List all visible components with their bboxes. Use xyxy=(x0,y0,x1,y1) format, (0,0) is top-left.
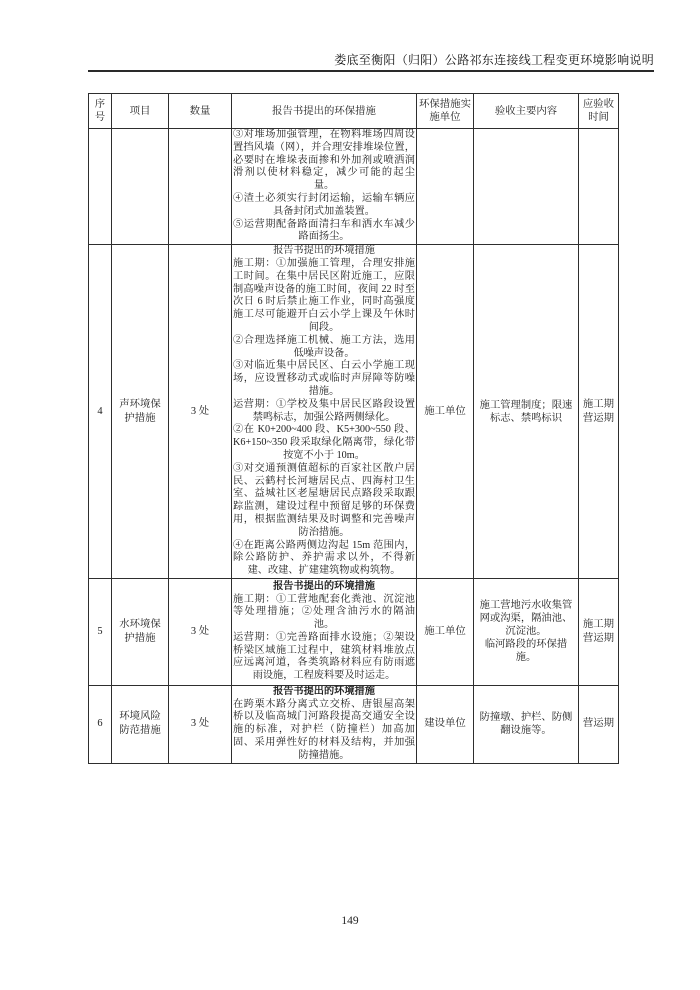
measures-title: 报告书提出的环境措施 xyxy=(273,580,375,592)
cell-time xyxy=(579,129,619,245)
cell-item: 声环境保护措施 xyxy=(112,245,169,579)
cell-qty: 3 处 xyxy=(169,245,232,579)
content-paragraph: 施工营地污水收集管网或沟渠，隔油池、沉淀池。 xyxy=(479,600,573,638)
header-title: 娄底至衡阳（归阳）公路祁东连接线工程变更环境影响说明 xyxy=(334,53,654,67)
acceptance-measures-table xyxy=(88,93,619,764)
col-header-item: 项目 xyxy=(112,94,169,129)
table-row xyxy=(89,129,619,245)
cell-measures xyxy=(232,578,417,685)
measure-paragraph: ③对堆场加强管理，在物料堆场四周设置挡风墙（网），并合理安排堆垛位置，必要时在堆垛表面掺和外加剂或喷洒润滑剂以使材料稳定，减少可能的起尘量。 xyxy=(233,129,415,192)
measure-paragraph: ③对临近集中居民区、白云小学施工现场，应设置移动式或临时声屏障等防噪措施。 xyxy=(233,360,415,397)
measure-paragraph: 在跨栗木路分离式立交桥、唐银屋高架桥以及临高城门河路段提高交通安全设施的标准，对护栏（防撞栏）加高加固、采用弹性好的材料及结构，并加强防撞措施。 xyxy=(233,698,415,761)
cell-seq xyxy=(89,129,112,245)
cell-content xyxy=(474,578,579,685)
cell-content xyxy=(474,129,579,245)
col-header-content: 验收主要内容 xyxy=(474,94,579,129)
measure-paragraph: 施工期：①加强施工管理，合理安排施工时间。在集中居民区附近施工，应限制高噪声设备的施工时间，夜间 22 时至次日 6 时后禁止施工作业，同时高强度施工尽可能避开白云小学上课及午休时间段。 xyxy=(233,257,415,333)
time-line: 营运期 xyxy=(582,718,615,730)
col-header-unit: 环保措施实施单位 xyxy=(417,94,474,129)
cell-measures xyxy=(232,245,417,579)
measure-paragraph: ③对交通预测值超标的百家社区散户居民、云鹤村长河塘居民点、四海村卫生室、益城社区老屋塘居民点路段采取跟踪监测，建设过程中预留足够的环保费用，根据监测结果及时调整和完善噪声防治措施。 xyxy=(233,462,415,538)
cell-unit: 施工单位 xyxy=(417,245,474,579)
measures-title: 报告书提出的环境措施 xyxy=(273,685,375,697)
col-header-measures: 报告书提出的环保措施 xyxy=(232,94,417,129)
cell-qty: 3 处 xyxy=(169,685,232,763)
cell-measures xyxy=(232,685,417,763)
table-row xyxy=(89,685,619,763)
cell-seq: 4 xyxy=(89,245,112,579)
cell-content xyxy=(474,685,579,763)
measure-paragraph: 运营期：①完善路面排水设施；②架设桥梁区域施工过程中，建筑材料堆放点应远离河道，各类筑路材料应有防雨遮雨设施，工程废料要及时运走。 xyxy=(233,631,415,682)
table-row xyxy=(89,245,619,579)
cell-time xyxy=(579,245,619,579)
measure-paragraph: 运营期：①学校及集中居民区路段设置禁鸣标志，加强公路两侧绿化。 xyxy=(233,398,415,423)
content-paragraph: 防撞墩、护栏、防侧翻设施等。 xyxy=(479,712,573,737)
time-line: 施工期 xyxy=(582,398,615,410)
cell-item: 环境风险防范措施 xyxy=(112,685,169,763)
col-header-qty: 数量 xyxy=(169,94,232,129)
cell-seq: 6 xyxy=(89,685,112,763)
time-line: 施工期 xyxy=(582,618,615,630)
measure-paragraph: ④在距离公路两侧边沟起 15m 范围内，除公路防护、养护需求以外，不得新建、改建、扩建建筑物或构筑物。 xyxy=(233,539,415,577)
cell-seq: 5 xyxy=(89,578,112,685)
measure-paragraph: ②合理选择施工机械、施工方法，选用低噪声设备。 xyxy=(233,334,415,359)
cell-unit: 施工单位 xyxy=(417,578,474,685)
cell-unit: 建设单位 xyxy=(417,685,474,763)
measure-paragraph: ⑤运营期配备路面清扫车和洒水车减少路面扬尘。 xyxy=(233,218,415,243)
cell-qty: 3 处 xyxy=(169,578,232,685)
table-header-row xyxy=(89,94,619,129)
cell-unit xyxy=(417,129,474,245)
measures-title: 报告书提出的环境措施 xyxy=(273,245,375,257)
cell-item xyxy=(112,129,169,245)
measure-paragraph: ②在 K0+200~400 段、K5+300~550 段、K6+150~350 段采取绿化隔离带，绿化带按宽不小于 10m。 xyxy=(233,424,415,461)
col-header-time: 应验收时间 xyxy=(579,94,619,129)
time-line: 营运期 xyxy=(582,412,615,424)
table-body xyxy=(89,129,619,764)
content-paragraph: 施工管理制度；限速标志、禁鸣标识 xyxy=(479,399,573,424)
time-line: 营运期 xyxy=(582,632,615,644)
table-row xyxy=(89,578,619,685)
page-number: 149 xyxy=(341,915,359,927)
col-header-seq: 序号 xyxy=(89,94,112,129)
cell-content xyxy=(474,245,579,579)
cell-measures xyxy=(232,129,417,245)
header-rule xyxy=(88,70,654,72)
measure-paragraph: 施工期：①工营地配套化粪池、沉淀池等处理措施；②处理含油污水的隔油池。 xyxy=(233,593,415,631)
cell-qty xyxy=(169,129,232,245)
cell-time xyxy=(579,578,619,685)
cell-item: 水环境保护措施 xyxy=(112,578,169,685)
cell-time xyxy=(579,685,619,763)
content-paragraph: 临河路段的环保措施。 xyxy=(484,639,568,664)
measure-paragraph: ④渣土必须实行封闭运输，运输车辆应具备封闭式加盖装置。 xyxy=(233,192,415,217)
